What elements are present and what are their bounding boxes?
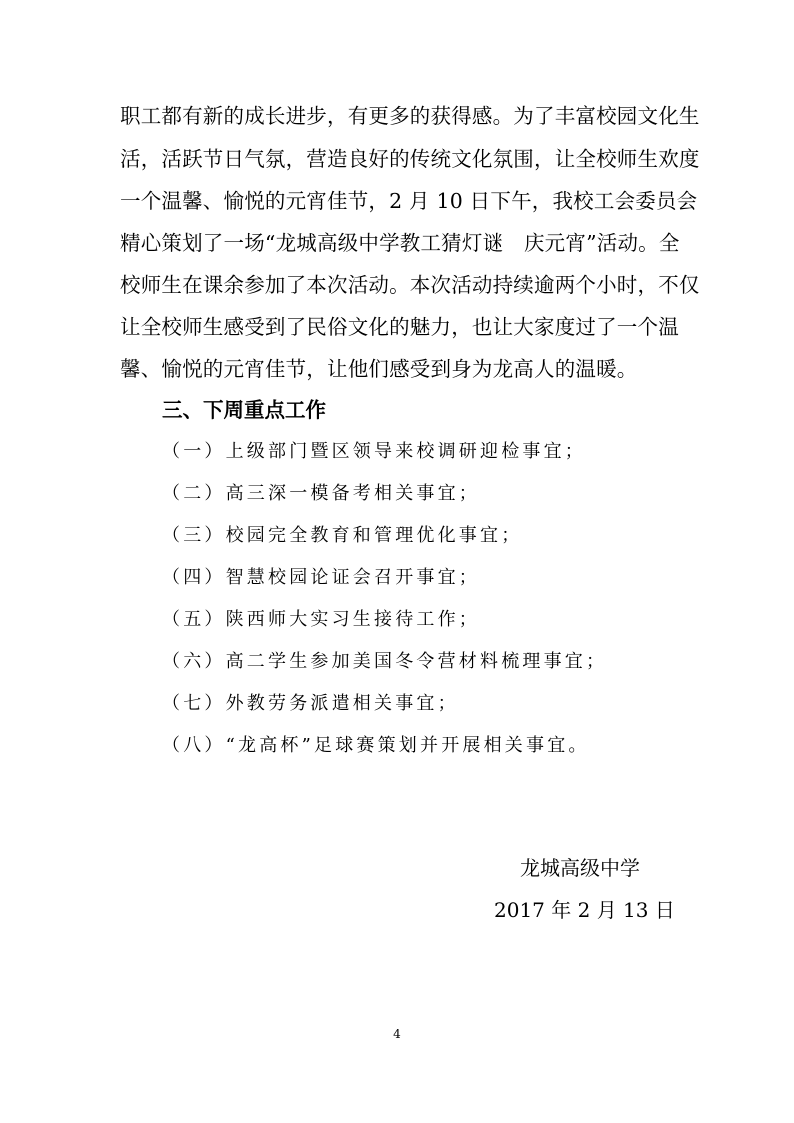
page-number: 4 (393, 1027, 401, 1041)
paragraph-line-6: 让全校师生感受到了民俗文化的魅力，也让大家度过了一个温 (120, 315, 679, 339)
paragraph-line-4: 精心策划了一场“龙城高级中学教工猜灯谜 庆元宵”活动。全 (120, 231, 680, 255)
signature-date: 2017 年 2 月 13 日 (494, 898, 675, 922)
paragraph-line-7: 馨、愉悦的元宵佳节，让他们感受到身为龙高人的温暖。 (120, 357, 638, 381)
section-heading: 三、下周重点工作 (162, 398, 326, 422)
work-item-7: （七）外教劳务派遣相关事宜； (162, 693, 459, 714)
work-item-1: （一）上级部门暨区领导来校调研迎检事宜； (162, 441, 586, 462)
paragraph-line-3: 一个温馨、愉悦的元宵佳节，2 月 10 日下午，我校工会委员会 (120, 189, 698, 213)
paragraph-line-2: 活，活跃节日气氛，营造良好的传统文化氛围，让全校师生欢度 (120, 147, 700, 171)
paragraph-line-5: 校师生在课余参加了本次活动。本次活动持续逾两个小时，不仅 (120, 273, 700, 297)
signature-organization: 龙城高级中学 (520, 856, 640, 880)
work-item-2: （二）高三深一模备考相关事宜； (162, 483, 480, 504)
work-item-4: （四）智慧校园论证会召开事宜； (162, 567, 480, 588)
work-item-3: （三）校园完全教育和管理优化事宜； (162, 525, 523, 546)
work-item-6: （六）高二学生参加美国冬令营材料梳理事宜； (162, 651, 608, 672)
work-item-8: （八）“龙高杯”足球赛策划并开展相关事宜。 (162, 735, 590, 756)
paragraph-line-1: 职工都有新的成长进步，有更多的获得感。为了丰富校园文化生 (120, 104, 700, 128)
work-item-5: （五）陕西师大实习生接待工作； (162, 609, 480, 630)
